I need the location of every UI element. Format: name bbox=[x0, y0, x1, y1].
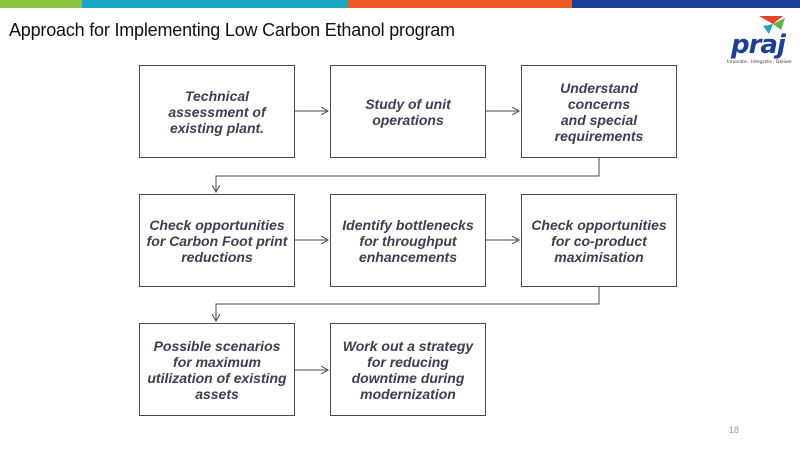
step-co-product bbox=[521, 194, 677, 287]
arrow-s6-s7 bbox=[216, 287, 599, 321]
slide-title: Approach for Implementing Low Carbon Ethanol program bbox=[9, 20, 455, 40]
logo-tagline: Innovate · Integrate · Deliver bbox=[727, 60, 793, 65]
step-identify-bottlenecks bbox=[330, 194, 486, 287]
logo-wordmark: praj bbox=[731, 30, 785, 60]
step-label: Work out a strategy for reducing downtime during modernization bbox=[342, 337, 474, 402]
step-possible-scenarios bbox=[139, 323, 295, 416]
step-understand-concerns bbox=[521, 65, 677, 158]
step-study-unit-operations bbox=[330, 65, 486, 158]
step-reduce-downtime bbox=[330, 323, 486, 416]
step-label: Possible scenarios for maximum utilization of existing assets bbox=[147, 337, 287, 402]
step-label: Identify bottlenecks for throughput enhancements bbox=[342, 216, 474, 265]
step-label: Check opportunities for co-product maximisation bbox=[531, 216, 667, 265]
step-label: Technical assessment of existing plant. bbox=[168, 87, 266, 136]
page-number: 18 bbox=[729, 425, 740, 435]
step-label: Study of unit operations bbox=[365, 95, 451, 128]
step-label: Check opportunities for Carbon Foot print reductions bbox=[146, 216, 288, 265]
arrow-s3-s4 bbox=[216, 158, 599, 192]
step-technical-assessment bbox=[139, 65, 295, 158]
step-carbon-footprint bbox=[139, 194, 295, 287]
step-label: Understand concerns and special requirements bbox=[554, 79, 644, 144]
